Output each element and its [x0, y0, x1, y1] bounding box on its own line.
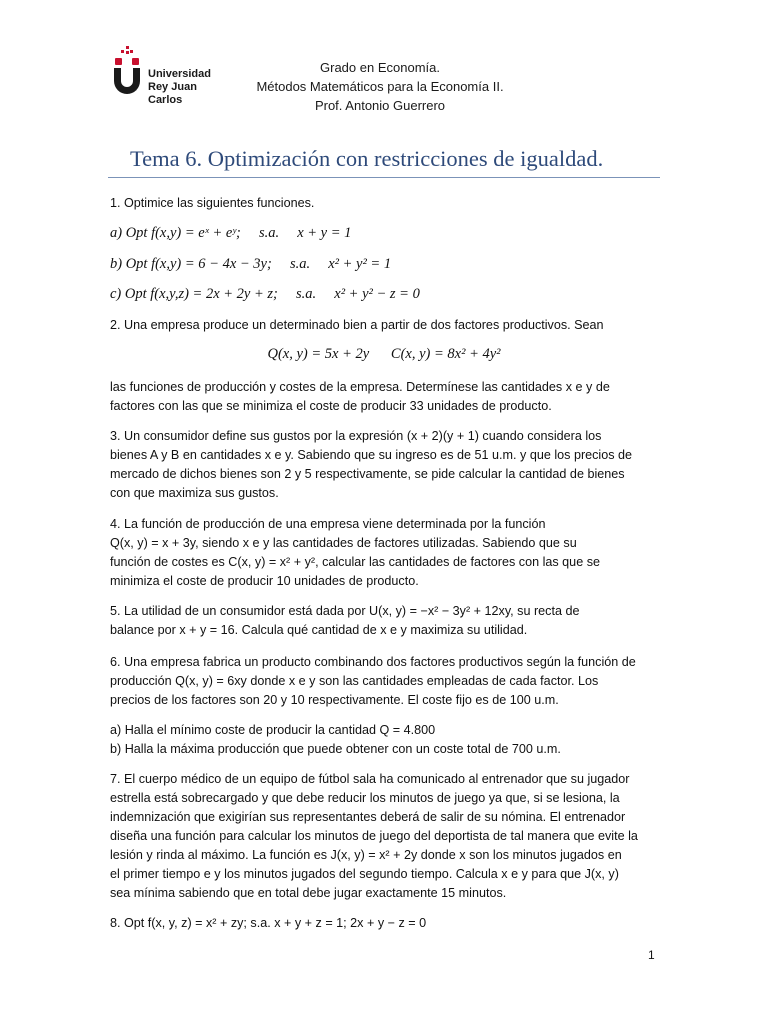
- problem-3-line-3: mercado de dichos bienes son 2 y 5 respectivamente, se pide calcular la cantidad de bienes: [110, 467, 625, 481]
- problem-6-line-3: precios de los factores son 20 y 10 respectivamente. El coste fijo es de 100 u.m.: [110, 693, 559, 707]
- course-name: Grado en Economía.: [320, 60, 440, 75]
- problem-1a: a) Opt f(x,y) = eˣ + eʸ; s.a. x + y = 1: [110, 225, 352, 241]
- course-header: [230, 58, 530, 115]
- subject-name: Métodos Matemáticos para la Economía II.: [256, 79, 504, 94]
- problem-7-line-3: indemnización que exigirían sus representantes deberá de salir de su nómina. El entrenador: [110, 810, 626, 824]
- problem-3-line-1: 3. Un consumidor define sus gustos por la expresión (x + 2)(y + 1) cuando considera los: [110, 429, 602, 443]
- page-title: Tema 6. Optimización con restricciones de igualdad.: [130, 146, 604, 171]
- problem-2-line-3: factores con las que se minimiza el coste de producir 33 unidades de producto.: [110, 399, 552, 413]
- problem-5-line-1: 5. La utilidad de un consumidor está dada por U(x, y) = −x² − 3y² + 12xy, su recta de: [110, 604, 580, 618]
- problem-1b: b) Opt f(x,y) = 6 − 4x − 3y; s.a. x² + y² = 1: [110, 256, 392, 272]
- problem-5-line-2: balance por x + y = 16. Calcula qué cantidad de x e y maximiza su utilidad.: [110, 623, 528, 637]
- problem-1-intro: 1. Optimice las siguientes funciones.: [110, 196, 315, 210]
- problem-2-equation: Q(x, y) = 5x + 2y C(x, y) = 8x² + 4y²: [267, 346, 501, 362]
- problem-1c: c) Opt f(x,y,z) = 2x + 2y + z; s.a. x² + y² − z = 0: [110, 286, 420, 302]
- problem-8: 8. Opt f(x, y, z) = x² + zy; s.a. x + y + z = 1; 2x + y − z = 0: [110, 916, 427, 930]
- problem-7-line-5: lesión y rinda al máximo. La función es J(x, y) = x² + 2y donde x son los minutos jugados en: [110, 848, 622, 862]
- problem-3-line-4: con que maximiza sus gustos.: [110, 486, 279, 500]
- problem-7-line-4: diseña una función para calcular los minutos de juego del deportista de tal manera que evite la: [110, 829, 638, 843]
- problem-6-line-1: 6. Una empresa fabrica un producto combinando dos factores productivos según la función de: [110, 655, 636, 669]
- problem-6a: a) Halla el mínimo coste de producir la cantidad Q = 4.800: [110, 723, 436, 737]
- problem-7-line-6: el primer tiempo e y los minutos jugados del segundo tiempo. Calcula x e y para que J(x, y): [110, 867, 619, 881]
- problem-3-line-2: bienes A y B en cantidades x e y. Sabiendo que su ingreso es de 51 u.m. y que los precios de: [110, 448, 633, 462]
- problem-7-line-2: estrella está sobrecargado y que debe reducir los minutos de juego ya que, si se lesiona, la: [110, 791, 620, 805]
- problem-4-line-1: 4. La función de producción de una empresa viene determinada por la función: [110, 517, 546, 531]
- problem-2-line-1: 2. Una empresa produce un determinado bien a partir de dos factores productivos. Sean: [110, 318, 604, 332]
- university-logo: [112, 44, 232, 106]
- problem-6b: b) Halla la máxima producción que puede obtener con un coste total de 700 u.m.: [110, 742, 561, 756]
- urjc-u-emblem-icon: [112, 54, 142, 88]
- logo-line-2: Rey Juan Carlos: [148, 81, 197, 106]
- problem-4-line-4: minimiza el coste de producir 10 unidades de producto.: [110, 574, 419, 588]
- problem-7-line-7: sea mínima sabiendo que en total debe jugar exactamente 15 minutos.: [110, 886, 507, 900]
- page-number: 1: [648, 948, 655, 962]
- logo-line-1: Universidad: [148, 68, 211, 80]
- problem-4-line-2: Q(x, y) = x + 3y, siendo x e y las cantidades de factores utilizadas. Sabiendo que su: [110, 536, 577, 550]
- problem-2-line-2: las funciones de producción y costes de la empresa. Determínese las cantidades x e y de: [110, 380, 610, 394]
- problem-6-line-2: producción Q(x, y) = 6xy donde x e y son las cantidades empleadas de cada factor. Los: [110, 674, 599, 688]
- professor-name: Prof. Antonio Guerrero: [314, 98, 446, 113]
- problem-7-line-1: 7. El cuerpo médico de un equipo de fútbol sala ha comunicado al entrenador que su jugador: [110, 772, 630, 786]
- logo-text: [148, 68, 232, 107]
- problem-4-line-3: función de costes es C(x, y) = x² + y², calcular las cantidades de factores con las que se: [110, 555, 600, 569]
- title-divider: [108, 177, 660, 178]
